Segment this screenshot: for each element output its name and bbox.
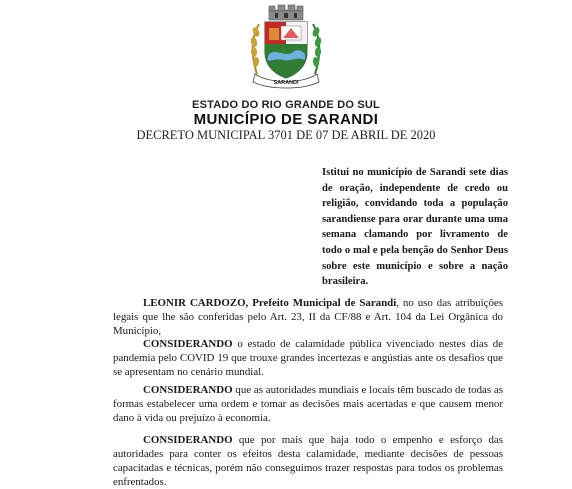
paragraph-considerando-1 — [113, 337, 503, 379]
paragraph-lead: CONSIDERANDO — [143, 338, 233, 350]
paragraph-text: que por mais que haja todo o empenho e esforço das autoridades para conter os efeitos desta calamidade, mediante decisões de pessoas capacitadas e técnicas, porém não conseguimos trazer respostas para todos os problemas enfrentados. — [113, 434, 503, 488]
coat-of-arms-icon — [245, 4, 327, 90]
state-heading: ESTADO DO RIO GRANDE DO SUL — [192, 99, 380, 111]
paragraph-considerando-2 — [113, 383, 503, 425]
paragraph-text: que as autoridades mundiais e locais têm buscado de todas as formas estabelecer uma ordem e tomar as decisões mais acertadas e que causem menor dano à vida ou prejuízo à economia. — [113, 384, 503, 424]
paragraph-mayor — [113, 296, 503, 338]
municipality-heading: MUNICÍPIO DE SARANDI — [193, 111, 379, 128]
paragraph-text: o estado de calamidade pública vivenciado nestes dias de pandemia pelo COVID 19 que trouxe grandes incertezas e angústias ante os desafios que se apresentam no cenário mundial. — [113, 338, 503, 378]
paragraph-lead: CONSIDERANDO — [143, 384, 233, 396]
paragraph-considerando-3 — [113, 433, 503, 489]
decree-summary: Istitui no município de Sarandi sete dias de oração, independente de credo ou religião, convidando toda a população sarandiense para orar durante uma uma semana clamando por livramento de todo o mal e pela benção do Senhor Deus sobre este município e sobre a nação brasileira. — [322, 167, 508, 288]
crest-ribbon-text: SARANDI — [273, 80, 299, 86]
paragraph-text: , no uso das atribuições legais que lhe são conferidas pelo Art. 23, II da CF/88 e Art. 104 da Lei Orgânica do Município, — [113, 297, 503, 337]
paragraph-lead: CONSIDERANDO — [143, 434, 233, 446]
paragraph-lead: LEONIR CARDOZO, Prefeito Municipal de Sarandi — [143, 297, 397, 309]
decree-title: DECRETO MUNICIPAL 3701 DE 07 DE ABRIL DE 2020 — [136, 128, 436, 142]
